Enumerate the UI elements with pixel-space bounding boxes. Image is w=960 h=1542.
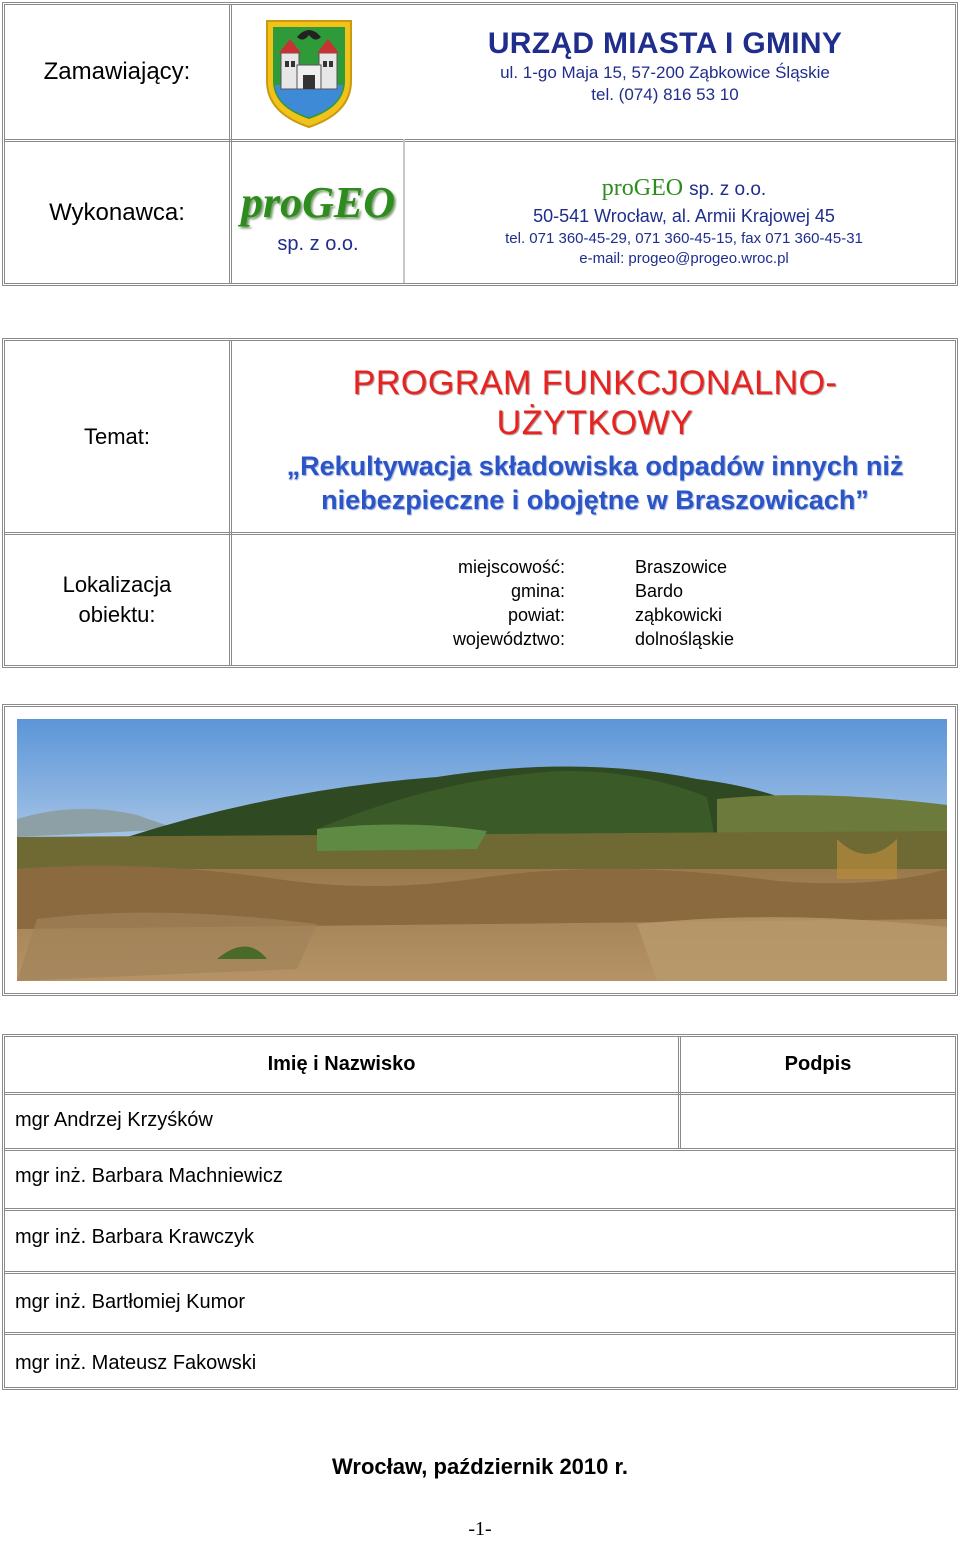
client-label: Zamawiający:	[43, 58, 191, 85]
topic-label: Temat:	[83, 423, 151, 449]
company-email: e-mail: progeo@progeo.wroc.pl	[579, 250, 789, 267]
location-label-line-2: obiektu:	[78, 602, 156, 627]
location-values	[635, 555, 935, 651]
author-name: mgr inż. Bartłomiej Kumor	[15, 1291, 246, 1313]
row-divider	[5, 1092, 955, 1095]
name-column-header: Imię i Nazwisko	[267, 1053, 416, 1075]
landfill-site-photo	[17, 719, 947, 981]
company-address: 50-541 Wrocław, al. Armii Krajowej 45	[533, 206, 835, 226]
company-phones: tel. 071 360-45-29, 071 360-45-15, fax 071 360-45-31	[505, 230, 863, 247]
location-value: Braszowice	[635, 557, 728, 577]
topic-table	[2, 338, 958, 668]
office-address: ul. 1-go Maja 15, 57-200 Ząbkowice Śląskie	[500, 63, 830, 82]
page-number: -1-	[468, 1518, 492, 1540]
topic-column-divider	[229, 341, 232, 665]
subtitle-line-2: niebezpieczne i obojętne w Braszowicach”	[321, 485, 869, 515]
location-key: województwo:	[452, 629, 565, 649]
location-value: ząbkowicki	[635, 605, 723, 625]
signature-column-header: Podpis	[784, 1053, 852, 1075]
title-line-1: PROGRAM FUNKCJONALNO-	[352, 364, 838, 402]
row-divider	[5, 1148, 955, 1151]
place-date: Wrocław, październik 2010 r.	[332, 1454, 628, 1479]
row-divider	[5, 1332, 955, 1335]
contractor-inner-divider	[403, 139, 405, 283]
progeo-logo	[233, 178, 403, 256]
location-key: gmina:	[510, 581, 565, 601]
photo-frame	[2, 704, 958, 996]
subtitle-line-1: „Rekultywacja składowiska odpadów innych niż	[286, 451, 904, 481]
document-title	[235, 363, 955, 517]
authors-table	[2, 1034, 958, 1390]
location-label	[5, 535, 229, 665]
location-keys	[235, 555, 565, 651]
office-name: URZĄD MIASTA I GMINY	[487, 27, 843, 60]
office-block	[405, 27, 925, 105]
header-table	[2, 2, 958, 286]
title-line-2: UŻYTKOWY	[496, 404, 694, 442]
row-divider	[5, 1271, 955, 1274]
author-name: mgr inż. Barbara Krawczyk	[15, 1226, 254, 1248]
location-label-line-1: Lokalizacja	[62, 572, 172, 597]
author-name: mgr inż. Barbara Machniewicz	[15, 1165, 283, 1187]
progeo-logo-text: proGEO	[240, 178, 396, 227]
progeo-logo-sub: sp. z o.o.	[277, 233, 359, 255]
contractor-info	[409, 175, 959, 267]
location-key: powiat:	[507, 605, 565, 625]
contractor-label: Wykonawca:	[49, 198, 185, 226]
town-crest-icon	[261, 15, 357, 131]
row-divider	[5, 1208, 955, 1211]
office-phone: tel. (074) 816 53 10	[591, 85, 739, 104]
header-column-divider	[229, 5, 232, 283]
location-value: dolnośląskie	[635, 629, 735, 649]
author-name: mgr inż. Mateusz Fakowski	[15, 1352, 257, 1374]
company-form: sp. z o.o.	[689, 179, 767, 200]
row-column-divider	[678, 1092, 681, 1148]
location-key: miejscowość:	[457, 557, 565, 577]
author-name: mgr Andrzej Krzyśków	[15, 1109, 213, 1131]
company-name: proGEO	[601, 175, 684, 201]
location-value: Bardo	[635, 581, 684, 601]
